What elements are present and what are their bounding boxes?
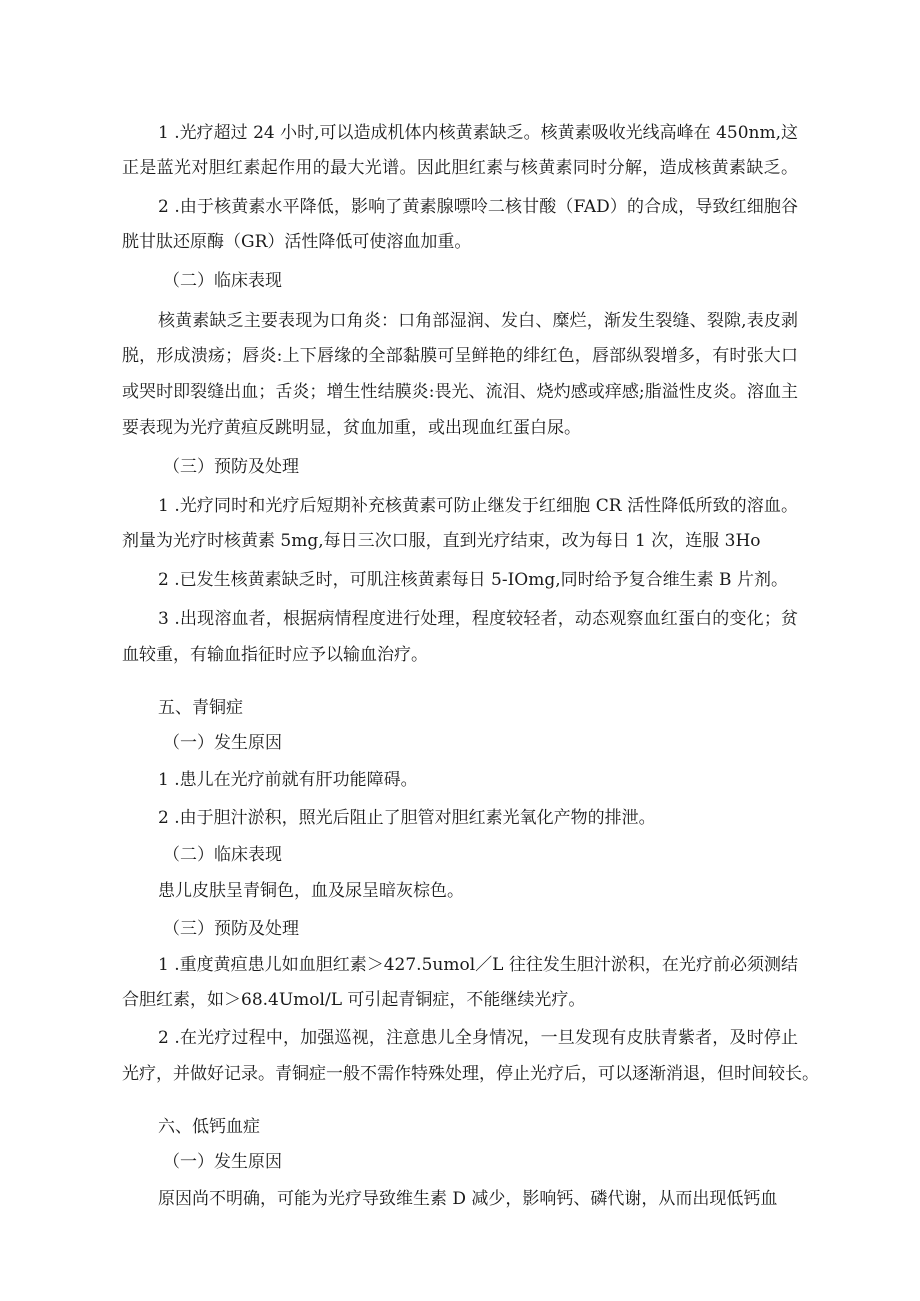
paragraph-line: 剂量为光疗时核黄素 5mg,每日三次口服，直到光疗结束，改为每日 1 次，连服 3Ho xyxy=(122,531,761,551)
paragraph-line: 胱甘肽还原酶（GR）活性降低可使溶血加重。 xyxy=(122,232,472,252)
paragraph-line: 要表现为光疗黄疸反跳明显，贫血加重，或出现血红蛋白尿。 xyxy=(122,418,581,438)
paragraph-line: 1 .患儿在光疗前就有肝功能障碍。 xyxy=(158,770,418,790)
paragraph-line: 1 .重度黄疸患儿如血胆红素＞427.5umol／L 往往发生胆汁淤积，在光疗前必须测结 xyxy=(158,955,798,975)
subsection-heading: （一）发生原因 xyxy=(163,1152,282,1172)
paragraph-line: 脱，形成溃疡；唇炎:上下唇缘的全部黏膜可呈鲜艳的绯红色，唇部纵裂增多，有时张大口 xyxy=(122,346,798,366)
paragraph-line: 2 .由于核黄素水平降低，影响了黄素腺嘌呤二核甘酸（FAD）的合成，导致红细胞谷 xyxy=(158,197,798,217)
paragraph-line: 2 .在光疗过程中，加强巡视，注意患儿全身情况，一旦发现有皮肤青紫者，及时停止 xyxy=(158,1028,798,1048)
paragraph-line: 3 .出现溶血者，根据病情程度进行处理，程度较轻者，动态观察血红蛋白的变化；贫 xyxy=(158,609,798,629)
subsection-heading: （一）发生原因 xyxy=(163,733,282,753)
paragraph-line: 光疗，并做好记录。青铜症一般不需作特殊处理，停止光疗后，可以逐渐消退，但时间较长。 xyxy=(122,1064,819,1084)
subsection-heading: （三）预防及处理 xyxy=(163,919,299,939)
section-heading: 五、青铜症 xyxy=(158,698,243,718)
section-heading: 六、低钙血症 xyxy=(158,1117,260,1137)
paragraph-line: 或哭时即裂缝出血；舌炎；增生性结膜炎:畏光、流泪、烧灼感或痒感;脂溢性皮炎。溶血主 xyxy=(122,382,798,402)
subsection-heading: （三）预防及处理 xyxy=(163,457,299,477)
paragraph-line: 1 .光疗超过 24 小时,可以造成机体内核黄素缺乏。核黄素吸收光线高峰在 450nm,这 xyxy=(158,123,798,143)
paragraph-line: 2 .已发生核黄素缺乏时，可肌注核黄素每日 5-IOmg,同时给予复合维生素 B 片剂。 xyxy=(158,570,788,590)
paragraph-line: 原因尚不明确，可能为光疗导致维生素 D 减少，影响钙、磷代谢，从而出现低钙血 xyxy=(158,1189,778,1209)
paragraph-line: 正是蓝光对胆红素起作用的最大光谱。因此胆红素与核黄素同时分解，造成核黄素缺乏。 xyxy=(122,158,798,178)
paragraph-line: 合胆红素，如＞68.4Umol/L 可引起青铜症，不能继续光疗。 xyxy=(122,990,586,1010)
subsection-heading: （二）临床表现 xyxy=(163,271,282,291)
paragraph-line: 患儿皮肤呈青铜色，血及尿呈暗灰棕色。 xyxy=(158,881,464,901)
paragraph-line: 血较重，有输血指征时应予以输血治疗。 xyxy=(122,645,428,665)
paragraph-line: 2 .由于胆汁淤积，照光后阻止了胆管对胆红素光氧化产物的排泄。 xyxy=(158,808,656,828)
paragraph-line: 1 .光疗同时和光疗后短期补充核黄素可防止继发于红细胞 CR 活性降低所致的溶血。 xyxy=(158,496,798,516)
paragraph-line: 核黄素缺乏主要表现为口角炎：口角部湿润、发白、糜烂，渐发生裂缝、裂隙,表皮剥 xyxy=(158,311,798,331)
subsection-heading: （二）临床表现 xyxy=(163,845,282,865)
